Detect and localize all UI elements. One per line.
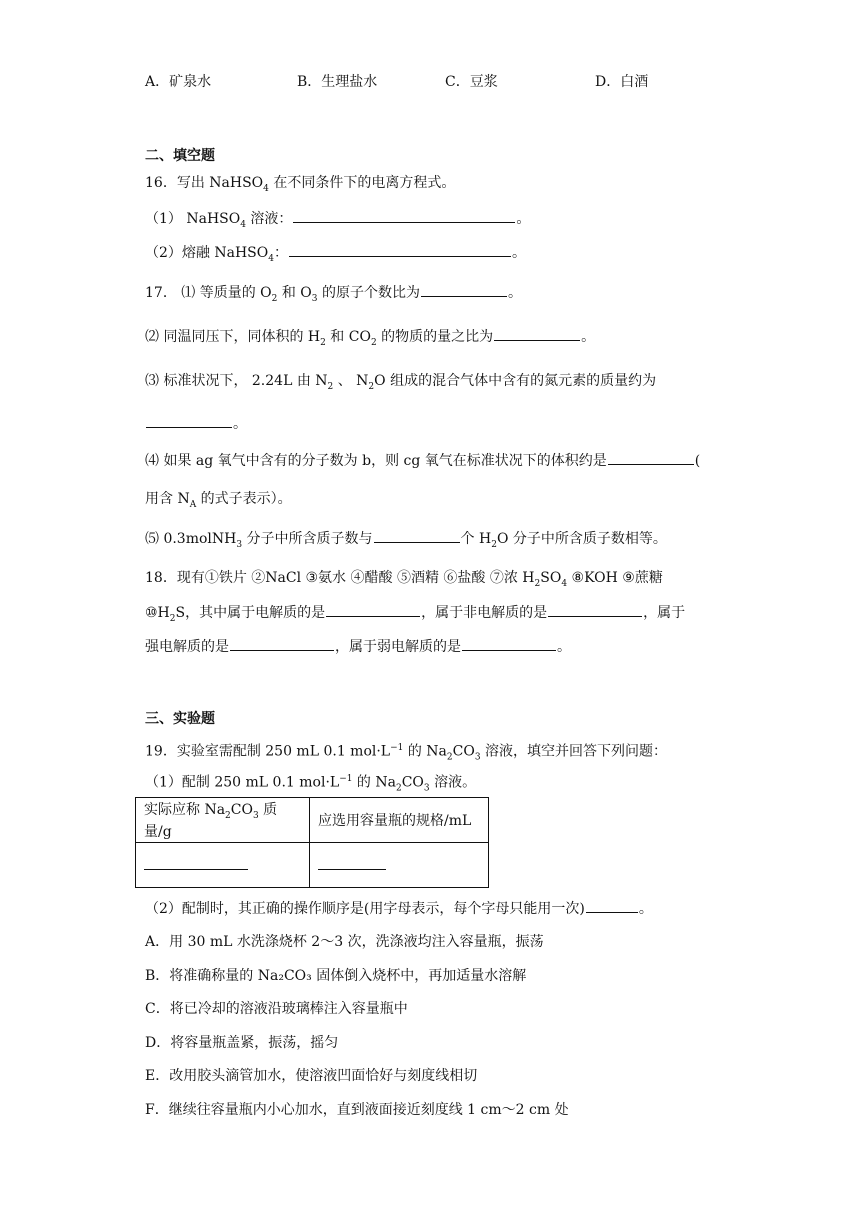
option-letter: A． (145, 74, 170, 90)
q15-option-a (145, 72, 211, 92)
q15-option-d (595, 72, 648, 92)
period: 。 (638, 901, 653, 917)
subscript: 2 (534, 578, 541, 589)
table-header-mass (136, 798, 310, 843)
text: 的 Na (352, 774, 396, 791)
answer-blank[interactable] (462, 636, 556, 651)
q17-part5 (145, 528, 667, 555)
text: CO (401, 774, 424, 791)
option-letter: C． (145, 1001, 170, 1017)
text: 的 Na (403, 743, 447, 760)
option-text: 豆浆 (469, 74, 498, 90)
q15-option-b (297, 72, 377, 92)
subscript: 2 (491, 539, 497, 550)
section-title-fill-in: 二、填空题 (145, 148, 215, 164)
answer-blank[interactable] (289, 242, 511, 257)
table-cell-flask[interactable] (310, 843, 489, 888)
option-text: 继续往容量瓶内小心加水，直到液面接近刻度线 1 cm～2 cm 处 (168, 1102, 569, 1118)
answer-blank[interactable] (608, 450, 694, 465)
text: ⑧KOH ⑨蔗糖 (567, 570, 663, 586)
option-text: 用 30 mL 水洗涤烧杯 2～3 次，洗涤液均注入容量瓶，振荡 (169, 934, 544, 950)
q17-part3 (145, 371, 656, 397)
option-letter: C． (445, 74, 470, 90)
text: 溶液，填空并回答下列问题： (480, 743, 668, 760)
q19-option-c (145, 999, 408, 1019)
answer-blank[interactable] (326, 602, 420, 617)
text: 的物质的量之比为 (376, 329, 494, 345)
text: 、 N (333, 373, 369, 389)
subscript: 4 (263, 183, 269, 194)
answer-blank[interactable] (146, 413, 232, 428)
answer-blank[interactable] (494, 326, 580, 341)
q18-line3 (145, 636, 571, 657)
q16-part1-label: （1） NaHSO (145, 211, 241, 227)
option-letter: B． (145, 968, 170, 984)
q18-line1 (145, 568, 663, 594)
text: ，属于非电解质的是 (421, 605, 548, 621)
q16-stem-text: 16．写出 NaHSO (145, 175, 264, 191)
option-letter: D． (595, 74, 621, 90)
option-text: 生理盐水 (321, 74, 378, 90)
answer-blank[interactable] (586, 898, 638, 913)
text: 19．实验室需配制 250 mL 0.1 mol·L (145, 743, 391, 760)
text: ，属于弱电解质的是 (335, 639, 461, 655)
text: SO (540, 570, 562, 586)
text: 和 CO (325, 329, 371, 345)
text: O 分子中所含质子数相等。 (496, 531, 667, 547)
q16-part2 (145, 242, 526, 269)
subscript: 2 (169, 613, 176, 624)
option-text: 将已冷却的溶液沿玻璃棒注入容量瓶中 (169, 1001, 408, 1017)
table-header-row (136, 798, 489, 843)
q19-option-d (145, 1033, 338, 1053)
table-answer-row (136, 843, 489, 888)
text: 的式子表示）。 (196, 491, 292, 507)
answer-blank[interactable] (318, 857, 386, 870)
q19-option-f (145, 1100, 569, 1120)
period: 。 (511, 245, 526, 261)
text: 用含 N (145, 491, 190, 507)
q17-part2-text: ⑵ 同温同压下，同体积的 H (145, 329, 321, 345)
q18-line2 (145, 602, 685, 629)
text: 实际应称 Na (144, 802, 226, 819)
section-title-experiment: 三、实验题 (145, 711, 215, 727)
text: 质量/g (144, 802, 278, 840)
text: （2）配制时，其正确的操作顺序是(用字母表示，每个字母只能用一次) (145, 901, 585, 917)
text: 和 O (277, 285, 312, 301)
subscript: 4 (561, 578, 568, 589)
text: （1）配制 250 mL 0.1 mol·L (145, 774, 340, 791)
q16-stem (145, 173, 455, 199)
text: CO (230, 802, 253, 819)
subscript: 2 (271, 293, 278, 304)
subscript: 2 (320, 337, 326, 348)
subscript: 2 (327, 381, 334, 392)
q19-stem (145, 738, 667, 767)
option-letter: A． (145, 934, 170, 950)
period: 。 (581, 329, 596, 345)
superscript: −1 (339, 774, 353, 784)
text: 强电解质的是 (145, 639, 229, 655)
subscript: 3 (423, 783, 430, 794)
q17-part1 (145, 282, 522, 309)
q17-part2 (145, 326, 595, 353)
subscript: 3 (474, 752, 481, 763)
period: 。 (516, 211, 531, 227)
subscript: 2 (370, 337, 377, 348)
q17-part4 (145, 450, 700, 471)
option-text: 矿泉水 (169, 74, 212, 90)
answer-blank[interactable] (421, 282, 507, 297)
q19-part2 (145, 898, 653, 919)
subscript: 2 (225, 810, 231, 821)
q17-part5-text: ⑸ 0.3molNH (145, 531, 237, 547)
table-header-flask: 应选用容量瓶的规格/mL (310, 798, 489, 843)
option-text: 白酒 (620, 74, 649, 90)
answer-blank[interactable] (230, 636, 334, 651)
answer-blank[interactable] (374, 528, 460, 543)
text: O 组成的混合气体中含有的氮元素的质量约为 (374, 373, 657, 389)
text: S，其中属于电解质的是 (175, 605, 326, 621)
option-text: 将容量瓶盖紧，振荡，摇匀 (170, 1035, 339, 1051)
text: 溶液。 (429, 774, 477, 791)
period: 。 (507, 285, 522, 301)
q17-part1-text: 17． ⑴ 等质量的 O (145, 285, 272, 301)
period: 。 (233, 416, 247, 432)
answer-blank[interactable] (144, 857, 248, 870)
paren: ( (694, 453, 701, 469)
q17-part3-answer (145, 413, 247, 434)
q19-option-e (145, 1066, 477, 1086)
option-text: 将准确称量的 Na₂CO₃ 固体倒入烧杯中，再加适量水溶解 (169, 968, 527, 984)
option-letter: E． (145, 1068, 170, 1084)
subscript: 4 (240, 219, 246, 230)
option-letter: B． (297, 74, 322, 90)
subscript: 4 (268, 253, 274, 264)
subscript: 2 (446, 752, 453, 763)
subscript: 3 (311, 293, 318, 304)
subscript: 2 (368, 381, 375, 392)
q19-answer-table (135, 797, 489, 888)
q18-text: 18．现有①铁片 ②NaCl ③氨水 ④醋酸 ⑤酒精 ⑥盐酸 ⑦浓 H (145, 570, 535, 586)
text: 的原子个数比为 (317, 285, 420, 301)
q15-option-c (445, 72, 498, 92)
q16-part2-label: （2）熔融 NaHSO (145, 245, 269, 261)
text: ⑩H (145, 605, 170, 621)
text: 分子中所含质子数与 (242, 531, 373, 547)
subscript: 2 (395, 783, 402, 794)
q17-part3-text: ⑶ 标准状况下， 2.24L 由 N (145, 373, 328, 389)
q19-option-a (145, 932, 544, 952)
q19-option-b (145, 966, 526, 986)
q16-part1-mid: 溶液： (245, 211, 293, 227)
option-letter: F． (145, 1102, 169, 1118)
answer-blank[interactable] (548, 602, 642, 617)
option-letter: D． (145, 1035, 171, 1051)
subscript: A (189, 499, 197, 510)
text: CO (452, 743, 475, 760)
text: ，属于 (643, 605, 686, 621)
subscript: 3 (236, 539, 243, 550)
q16-part1 (145, 208, 530, 235)
text: 个 H (460, 531, 492, 547)
period: 。 (557, 639, 571, 655)
q19-part1 (145, 769, 476, 798)
q17-part4-cont (145, 489, 292, 515)
subscript: 3 (252, 810, 259, 821)
q17-part4-text: ⑷ 如果 ag 氧气中含有的分子数为 b，则 cg 氧气在标准状况下的体积约是 (145, 453, 607, 469)
option-text: 改用胶头滴管加水，使溶液凹面恰好与刻度线相切 (169, 1068, 478, 1084)
answer-blank[interactable] (293, 208, 515, 223)
superscript: −1 (390, 743, 404, 753)
table-cell-mass[interactable] (136, 843, 310, 888)
q16-part2-mid: ： (273, 245, 288, 261)
q16-stem-tail: 在不同条件下的电离方程式。 (268, 175, 456, 191)
